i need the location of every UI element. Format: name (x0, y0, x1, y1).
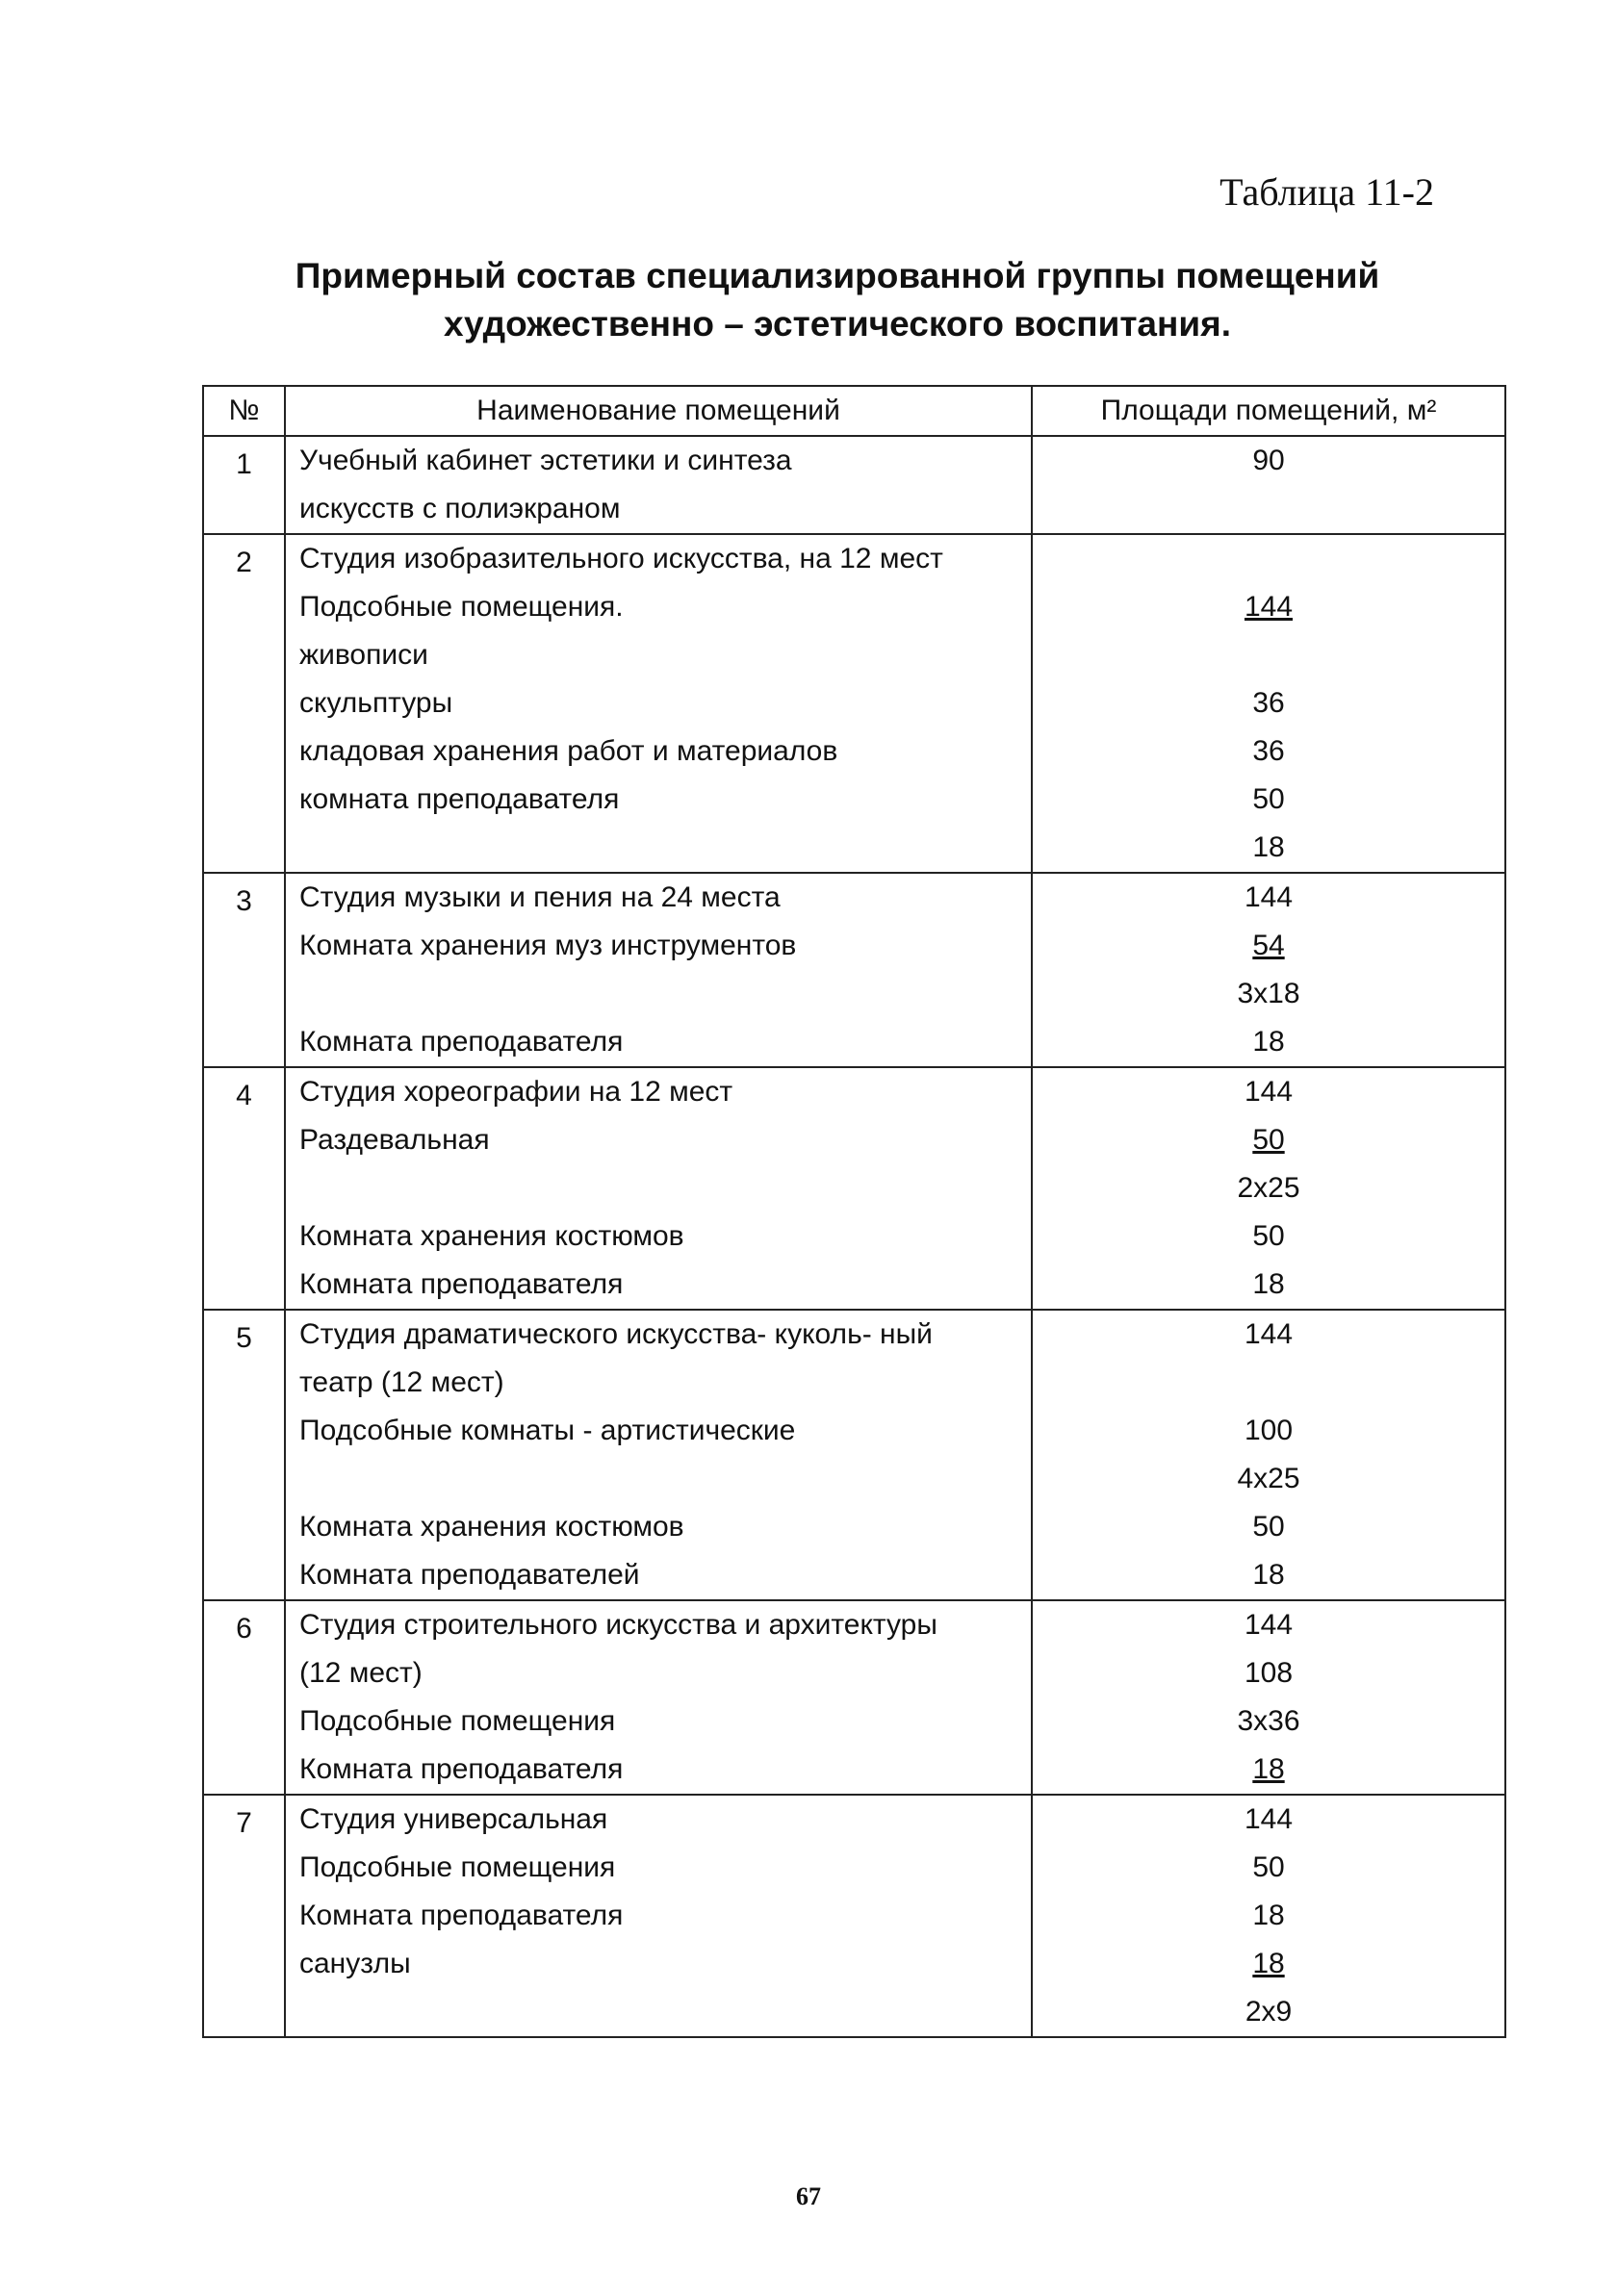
room-areas (1033, 1311, 1504, 1599)
room-area: 144 (1244, 1609, 1294, 1641)
row-number-text: 4 (236, 1080, 252, 1111)
room-names (286, 1068, 1033, 1309)
room-areas (1033, 1068, 1504, 1309)
room-area: 144 (1244, 1803, 1294, 1835)
room-area: 144 (1244, 1076, 1294, 1108)
room-area: 3x36 (1237, 1705, 1300, 1737)
room-name: Студия музыки и пения на 24 места (299, 881, 781, 913)
table-row (204, 1796, 1504, 2036)
table-row (204, 874, 1504, 1068)
room-areas (1033, 1796, 1504, 2036)
room-name (299, 1988, 1031, 2036)
room-name: живописи (299, 639, 428, 671)
table-row (204, 1601, 1504, 1796)
room-name: Комната преподавателей (299, 1559, 640, 1591)
row-number-text: 5 (236, 1322, 252, 1354)
room-name: Комната хранения костюмов (299, 1511, 684, 1543)
room-areas (1033, 1601, 1504, 1794)
room-area: 50 (1252, 1511, 1285, 1543)
room-names (286, 874, 1033, 1066)
room-area: 90 (1252, 445, 1285, 476)
row-number (204, 1796, 286, 2036)
room-areas (1033, 874, 1504, 1066)
row-number (204, 437, 286, 533)
room-name: Подсобные помещения. (299, 591, 624, 623)
room-names (286, 535, 1033, 872)
table-row (204, 1068, 1504, 1311)
room-area: 50 (1252, 1851, 1285, 1883)
header-num: № (204, 387, 286, 435)
room-area: 18 (1252, 1268, 1285, 1300)
room-area: 4x25 (1237, 1463, 1300, 1494)
room-area: 100 (1244, 1415, 1294, 1446)
room-area: 50 (1252, 1220, 1285, 1252)
page-number: 67 (796, 2182, 821, 2210)
room-name (299, 970, 1031, 1018)
room-name: Подсобные комнаты - артистические (299, 1415, 796, 1446)
room-name: Комната преподавателя (299, 1268, 624, 1300)
room-area: 18 (1252, 1753, 1285, 1785)
room-area: 50 (1252, 1124, 1285, 1156)
room-names (286, 437, 1033, 533)
room-area: 18 (1252, 1900, 1285, 1931)
room-name: Комната хранения костюмов (299, 1220, 684, 1252)
room-name: Студия драматического искусства- куколь- ный (299, 1318, 933, 1350)
room-name: Комната хранения муз инструментов (299, 930, 797, 961)
row-number (204, 1601, 286, 1794)
room-name: Комната преподавателя (299, 1026, 624, 1058)
row-number-text: 6 (236, 1613, 252, 1645)
room-name: комната преподавателя (299, 783, 620, 815)
table-header-row (204, 387, 1504, 437)
room-area: 18 (1252, 1948, 1285, 1979)
room-area: 144 (1244, 1318, 1294, 1350)
room-area: 36 (1252, 687, 1285, 719)
header-area: Площади помещений, м² (1100, 395, 1437, 426)
room-name: Комната преподавателя (299, 1900, 624, 1931)
room-name: скульптуры (299, 687, 453, 719)
room-area: 144 (1244, 591, 1294, 623)
room-name: Студия изобразительного искусства, на 12 мест (299, 543, 943, 574)
row-number (204, 874, 286, 1066)
room-area: 2x25 (1237, 1172, 1300, 1204)
room-area: 3x18 (1237, 978, 1300, 1009)
table-row (204, 1311, 1504, 1601)
title-line-1: Примерный состав специализированной группы помещений (295, 256, 1380, 295)
room-area: 144 (1244, 881, 1294, 913)
room-name: искусств с полиэкраном (299, 493, 621, 524)
room-name: санузлы (299, 1948, 411, 1979)
room-name (299, 824, 1031, 872)
room-area: 2x9 (1245, 1996, 1293, 2028)
table-row (204, 437, 1504, 535)
row-number (204, 1068, 286, 1309)
room-area: 18 (1252, 1559, 1285, 1591)
room-name: Подсобные помещения (299, 1705, 616, 1737)
room-area: 18 (1252, 1026, 1285, 1058)
table-row (204, 535, 1504, 874)
room-area: 108 (1244, 1657, 1294, 1689)
room-area (1033, 535, 1504, 583)
room-area: 18 (1252, 831, 1285, 863)
room-names (286, 1796, 1033, 2036)
room-area: 50 (1252, 783, 1285, 815)
table-label: Таблица 11-2 (1219, 170, 1434, 214)
room-name: Комната преподавателя (299, 1753, 624, 1785)
row-number-text: 7 (236, 1807, 252, 1839)
document-title (0, 252, 1617, 348)
row-number (204, 1311, 286, 1599)
row-number-text: 3 (236, 885, 252, 917)
room-areas (1033, 535, 1504, 872)
row-number (204, 535, 286, 872)
rooms-table (202, 385, 1506, 2038)
room-area (1033, 631, 1504, 679)
room-name: театр (12 мест) (299, 1366, 504, 1398)
room-areas (1033, 437, 1504, 533)
room-name: (12 мест) (299, 1657, 423, 1689)
header-name: Наименование помещений (286, 387, 1033, 435)
room-name: Студия строительного искусства и архитектуры (299, 1609, 937, 1641)
row-number-text: 1 (236, 448, 252, 480)
row-number-text: 2 (236, 547, 252, 578)
room-names (286, 1311, 1033, 1599)
title-line-2: художественно – эстетического воспитания. (444, 304, 1231, 344)
room-name: Студия хореографии на 12 мест (299, 1076, 733, 1108)
room-area: 36 (1252, 735, 1285, 767)
room-name: Подсобные помещения (299, 1851, 616, 1883)
room-name (299, 1455, 1031, 1503)
room-name: кладовая хранения работ и материалов (299, 735, 838, 767)
room-area (1033, 485, 1504, 533)
room-name: Учебный кабинет эстетики и синтеза (299, 445, 792, 476)
room-name: Раздевальная (299, 1124, 490, 1156)
room-area (1033, 1359, 1504, 1407)
room-name: Студия универсальная (299, 1803, 608, 1835)
room-name (299, 1164, 1031, 1212)
room-names (286, 1601, 1033, 1794)
room-area: 54 (1252, 930, 1285, 961)
